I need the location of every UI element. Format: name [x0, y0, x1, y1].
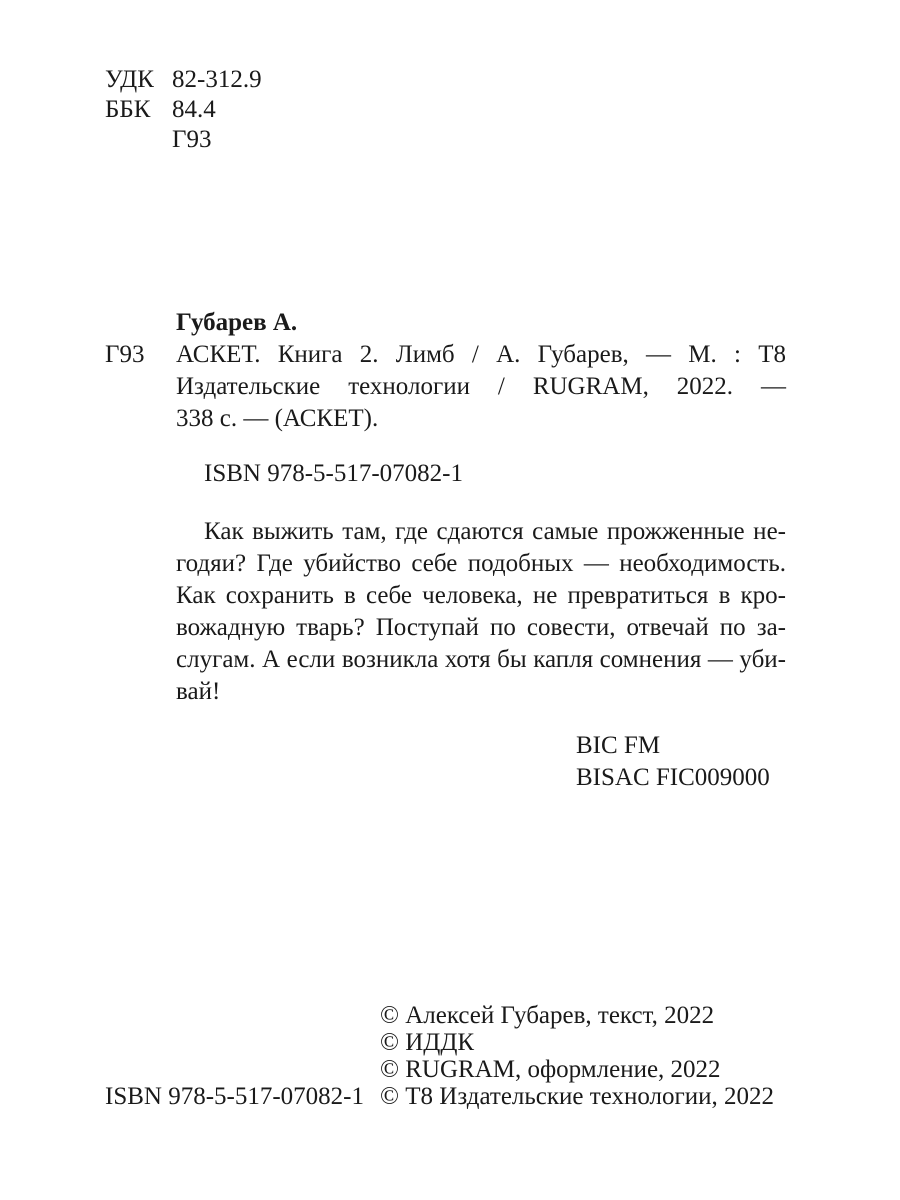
description-line-1: АСКЕТ. Книга 2. Лимб / А. Губарев, — М. : Т8	[176, 341, 786, 368]
copyright-line-2: © ИДДК	[380, 1029, 475, 1056]
catalog-isbn: ISBN 978-5-517-07082-1	[204, 460, 464, 487]
copyright-line-4: © Т8 Издательские технологии, 2022	[380, 1083, 775, 1110]
description-line-3: 338 с. — (АСКЕТ).	[176, 405, 379, 432]
annotation-line-3: Как сохранить в себе человека, не превратиться в кро-	[176, 582, 786, 609]
author-name: Губарев А.	[176, 309, 298, 336]
bic-code: BIC FM	[576, 732, 661, 759]
bisac-code: BISAC FIC009000	[576, 764, 770, 791]
annotation-line-1: Как выжить там, где сдаются самые прожженные не-	[204, 518, 786, 545]
annotation-line-5: слугам. А если возникла хотя бы капля сомнения — уби-	[176, 646, 786, 673]
annotation-line-4: вожадную тварь? Поступай по совести, отвечай по за-	[176, 614, 786, 641]
annotation-line-2: годяи? Где убийство себе подобных — необходимость.	[176, 550, 786, 577]
udk-value: 82-312.9	[172, 66, 262, 93]
catalog-author-mark: Г93	[105, 341, 145, 368]
bbk-label: ББК	[105, 96, 151, 123]
copyright-line-3: © RUGRAM, оформление, 2022	[380, 1056, 721, 1083]
annotation-line-6: вай!	[176, 678, 221, 705]
copyright-isbn: ISBN 978-5-517-07082-1	[105, 1083, 365, 1110]
description-line-2: Издательские технологии / RUGRAM, 2022. —	[176, 373, 786, 400]
udk-label: УДК	[105, 66, 154, 93]
copyright-line-1: © Алексей Губарев, текст, 2022	[380, 1002, 715, 1029]
bbk-value: 84.4	[172, 96, 216, 123]
author-mark: Г93	[172, 126, 212, 153]
